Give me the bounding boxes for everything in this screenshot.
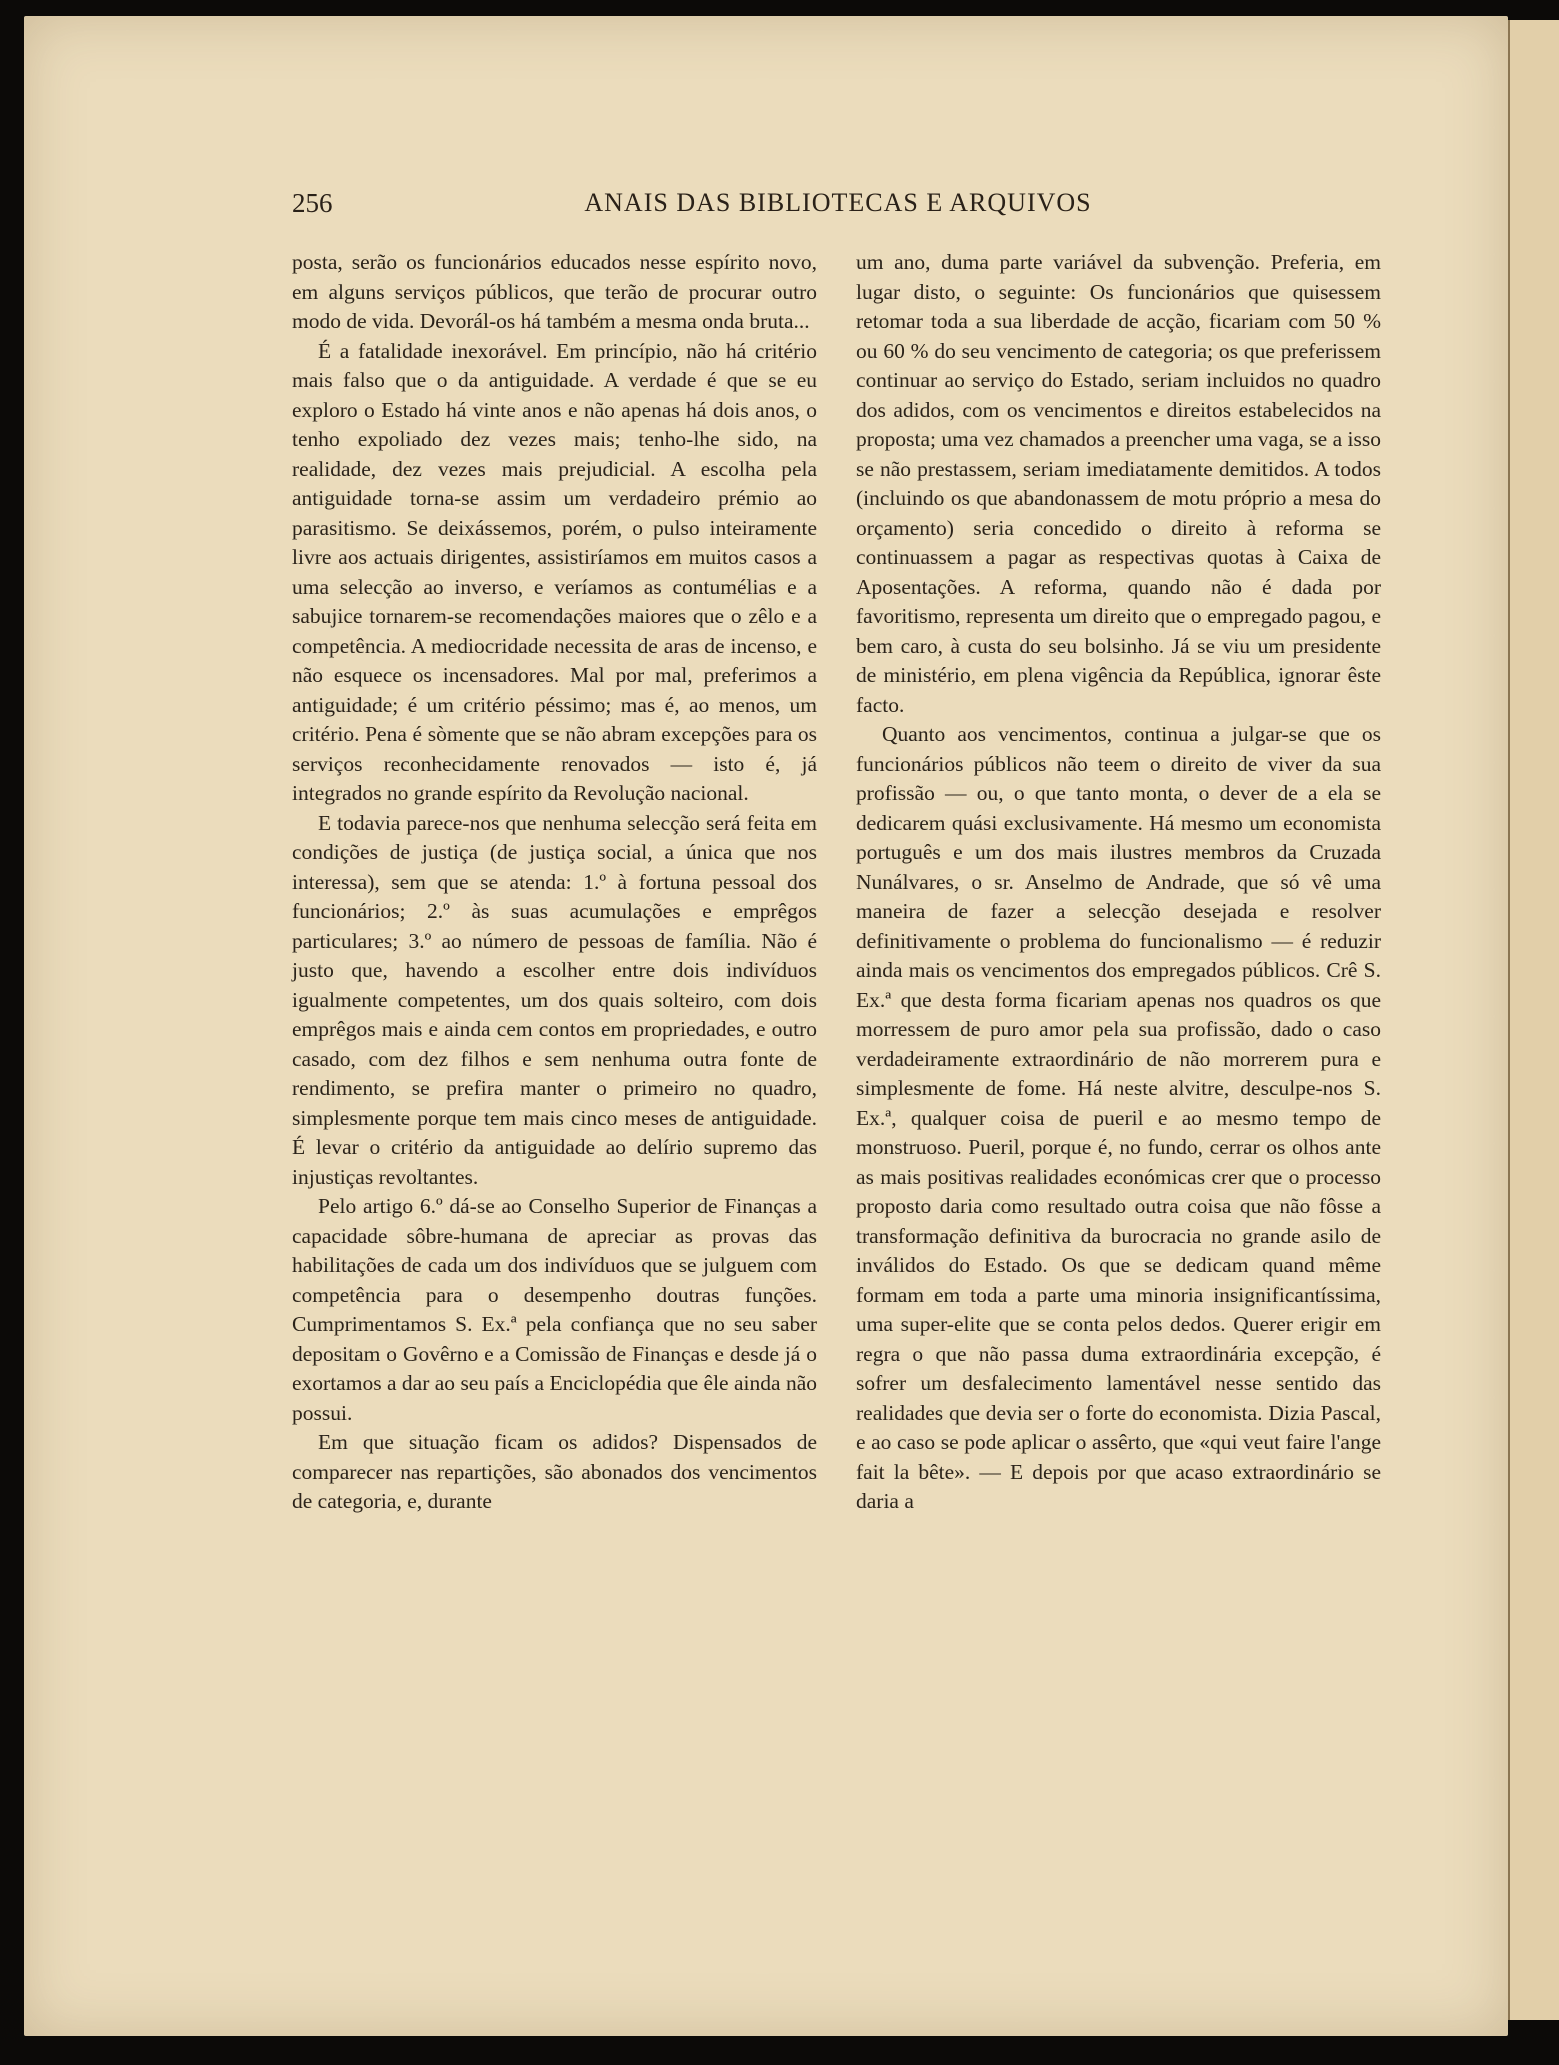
paragraph: Em que situação ficam os adidos? Dispensados de comparecer nas repartições, são abonados dos vencimentos de categoria, e, durante xyxy=(292,1430,817,1513)
journal-title: ANAIS DAS BIBLIOTECAS E ARQUIVOS xyxy=(584,188,1092,217)
right-column xyxy=(856,248,1381,1517)
paragraph: um ano, duma parte variável da subvenção. Preferia, em lugar disto, o seguinte: Os funcionários que quisessem retomar toda a sua liberdade de acção, ficariam com 50 % ou 60 % do seu vencimento de categoria; os que preferissem continuar ao serviço do Estado, seriam incluidos no quadro dos adidos, com os vencimentos e direitos estabelecidos na proposta; uma vez chamados a preencher uma vaga, se a isso se não prestassem, seriam imediatamente demitidos. A todos (incluindo os que abandonassem de motu próprio a mesa do orçamento) seria concedido o direito à reforma se continuassem a pagar as respectivas quotas à Caixa de Aposentações. A reforma, quando não é dada por favoritismo, representa um direito que o empregado pagou, e bem caro, à custa do seu bolsinho. Já se viu um presidente de ministério, em plena vigência da República, ignorar êste facto. xyxy=(856,250,1381,717)
paragraph: E todavia parece-nos que nenhuma selecção será feita em condições de justiça (de justiça social, a única que nos interessa), sem que se atenda: 1.º à fortuna pessoal dos funcionários; 2.º às suas acumulações e emprêgos particulares; 3.º ao número de pessoas de família. Não é justo que, havendo a escolher entre dois indivíduos igualmente competentes, um dos quais solteiro, com dois emprêgos mais e ainda cem contos em propriedades, e outro casado, com dez filhos e sem nenhuma outra fonte de rendimento, se prefira manter o primeiro no quadro, simplesmente porque tem mais cinco meses de antiguidade. É levar o critério da antiguidade ao delírio supremo das injustiças revoltantes. xyxy=(292,810,817,1189)
paragraph: Pelo artigo 6.º dá-se ao Conselho Superior de Finanças a capacidade sôbre-humana de apreciar as provas das habilitações de cada um dos indivíduos que se julguem com competência para o desempenho doutras funções. Cumprimentamos S. Ex.ª pela confiança que no seu saber depositam o Govêrno e a Comissão de Finanças e desde já o exortamos a dar ao seu país a Enciclopédia que êle ainda não possui. xyxy=(292,1194,817,1425)
adjacent-page-edge xyxy=(1508,20,1559,2020)
paragraph: Quanto aos vencimentos, continua a julgar-se que os funcionários públicos não teem o direito de viver da sua profissão — ou, o que tanto monta, o dever de a ela se dedicarem quási exclusivamente. Há mesmo um economista português e um dos mais ilustres membros da Cruzada Nunálvares, o sr. Anselmo de Andrade, que só vê uma maneira de fazer a selecção desejada e resolver definitivamente o problema do funcionalismo — é reduzir ainda mais os vencimentos dos empregados públicos. Crê S. Ex.ª que desta forma ficariam apenas nos quadros os que morressem de puro amor pela sua profissão, dado o caso verdadeiramente extraordinário de não morrerem pura e simplesmente de fome. Há neste alvitre, desculpe-nos S. Ex.ª, qualquer coisa de pueril e ao mesmo tempo de monstruoso. Pueril, porque é, no fundo, cerrar os olhos ante as mais positivas realidades económicas crer que o processo proposto daria como resultado outra coisa que não fôsse a transformação definitiva da burocracia no grande asilo de inválidos do Estado. Os que se dedicam quand même formam em toda a parte uma minoria insignificantíssima, uma super-elite que se conta pelos dedos. Querer erigir em regra o que não passa duma extraordinária excepção, é sofrer um desfalecimento lamentável nesse sentido das realidades que devia ser o forte do economista. Dizia Pascal, e ao caso se pode aplicar o assêrto, que «qui veut faire l'ange fait la bête». — E depois por que acaso extraordinário se daria a xyxy=(856,722,1381,1513)
paragraph: posta, serão os funcionários educados nesse espírito novo, em alguns serviços públicos, que terão de procurar outro modo de vida. Devorál-os há também a mesma onda bruta... xyxy=(292,250,817,333)
running-head xyxy=(292,188,1384,228)
page-number: 256 xyxy=(292,188,333,218)
paragraph: É a fatalidade inexorável. Em princípio, não há critério mais falso que o da antiguidade. A verdade é que se eu exploro o Estado há vinte anos e não apenas há dois anos, o tenho expoliado dez vezes mais; tenho-lhe sido, na realidade, dez vezes mais prejudicial. A escolha pela antiguidade torna-se assim um verdadeiro prémio ao parasitismo. Se deixássemos, porém, o pulso inteiramente livre aos actuais dirigentes, assistiríamos em muitos casos a uma selecção ao inverso, e veríamos as contumélias e a sabujice tornarem-se recomendações maiores que o zêlo e a competência. A mediocridade necessita de aras de incenso, e não esquece os incensadores. Mal por mal, preferimos a antiguidade; é um critério péssimo; mas é, ao menos, um critério. Pena é sòmente que se não abram excepções para os serviços reconhecidamente renovados — isto é, já integrados no grande espírito da Revolução nacional. xyxy=(292,338,817,805)
left-column xyxy=(292,248,817,1517)
